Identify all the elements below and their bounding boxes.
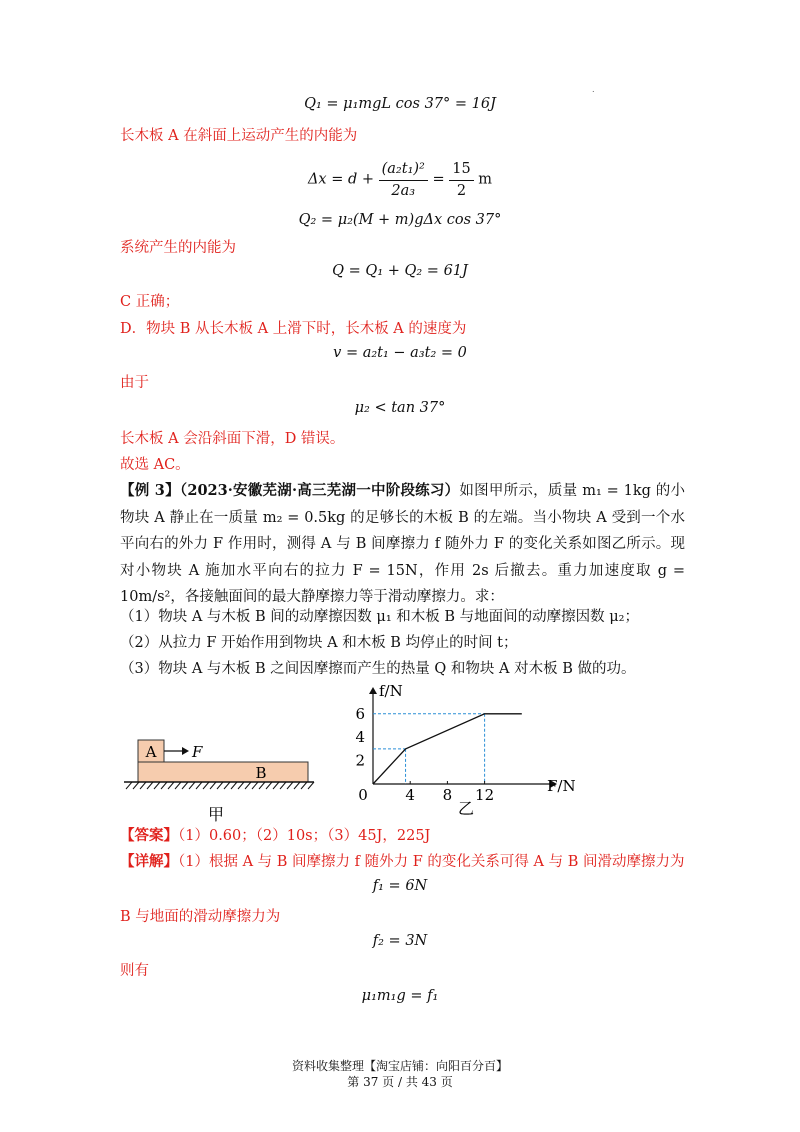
hatch-mark: [301, 782, 307, 789]
y-tick-label-1: 4: [355, 728, 365, 747]
text-choose: 故选 AC。: [120, 457, 190, 473]
question-2: （2）从拉力 F 开始作用到物块 A 和木板 B 均停止的时间 t；: [120, 635, 518, 651]
equation-f2: f₂ = 3N: [372, 933, 428, 949]
hatch-mark: [133, 782, 139, 789]
x-tick-label-2: 8: [442, 786, 453, 804]
hatch-mark: [154, 782, 160, 789]
equation-v: v = a₂t₁ − a₃t₂ = 0: [333, 345, 467, 361]
answer-line: [120, 826, 430, 846]
equation-mu1: μ₁m₁g = f₁: [361, 988, 439, 1004]
figure-a-caption: 甲: [207, 805, 225, 824]
hatch-mark: [231, 782, 237, 789]
y-tick-label-0: 2: [355, 751, 365, 770]
text-c-correct: C 正确；: [120, 294, 180, 310]
hatch-mark: [308, 782, 314, 789]
axis-ticks: [355, 705, 494, 804]
eq-dx-num: (a₂t₁)²: [379, 158, 428, 181]
hatch-mark: [259, 782, 265, 789]
detail-line: [120, 852, 684, 872]
y-axis-arrow: [369, 687, 377, 694]
hatch-mark: [140, 782, 146, 789]
hatch-mark: [203, 782, 209, 789]
block-a-label: A: [145, 743, 157, 761]
chart-caption: 乙: [457, 799, 475, 818]
text-d: D．物块 B 从长木板 A 上滑下时，长木板 A 的速度为: [120, 321, 467, 337]
text-then: 则有: [120, 963, 149, 979]
eq-dx-num2: 15: [449, 158, 473, 181]
eq-dx-den2: 2: [456, 183, 467, 199]
detail-tag: 【详解】: [120, 853, 178, 870]
y-axis-label: f/N: [379, 682, 403, 700]
hatch-mark: [161, 782, 167, 789]
hatch-mark: [217, 782, 223, 789]
hatch-mark: [175, 782, 181, 789]
hatch-mark: [273, 782, 279, 789]
equation-delta-x: [0, 158, 800, 201]
text-b-ground: B 与地面的滑动摩擦力为: [120, 909, 281, 925]
text-system-heat: 系统产生的内能为: [120, 240, 236, 256]
hatch-mark: [287, 782, 293, 789]
eq-dx-fraction: [379, 158, 428, 201]
hatch-mark: [196, 782, 202, 789]
text-a-heat: 长木板 A 在斜面上运动产生的内能为: [120, 128, 358, 144]
hatch-mark: [238, 782, 244, 789]
eq-dx-left: Δx = d +: [307, 171, 379, 188]
hatch-mark: [182, 782, 188, 789]
question-1: （1）物块 A 与木板 B 间的动摩擦因数 μ₁ 和木板 B 与地面间的动摩擦因数 μ₂；: [120, 609, 639, 625]
example-problem: [120, 478, 685, 611]
figure-block-board: [118, 728, 318, 828]
equation-q: Q = Q₁ + Q₂ = 61J: [332, 263, 468, 279]
hatch-mark: [147, 782, 153, 789]
board-b-label: B: [255, 764, 267, 782]
x-axis-label: F/N: [547, 777, 576, 795]
footer-page: 第 37 页 / 共 43 页: [347, 1075, 453, 1089]
question-3: （3）物块 A 与木板 B 之间因摩擦而产生的热量 Q 和物块 A 对木板 B 做的功。: [120, 661, 636, 677]
eq-dx-right: m: [473, 171, 493, 188]
answer-tag: 【答案】: [120, 827, 178, 844]
chart-f-vs-F: [345, 680, 595, 820]
text-since: 由于: [120, 375, 149, 391]
eq-dx-den: 2a₃: [391, 183, 416, 199]
equation-f1: f₁ = 6N: [372, 878, 428, 894]
hatch-mark: [189, 782, 195, 789]
x-tick-label-1: 4: [405, 786, 415, 804]
eq-dx-mid: =: [427, 171, 450, 188]
hatch-mark: [224, 782, 230, 789]
hatch-mark: [168, 782, 174, 789]
example-tag: 【例 3】: [120, 482, 180, 499]
hatch-mark: [252, 782, 258, 789]
example-body: 如图甲所示，质量 m₁ = 1kg 的小物块 A 静止在一质量 m₂ = 0.5kg 的足够长的木板 B 的左端。当小物块 A 受到一个水平向右的外力 F 作用时，测得 A 与 B 间摩擦力 f 随外力 F 的变化关系如图乙所示。现对小物块 A 施加水平向右的拉力 F = 15N，作用 2s 后撤去。重力加速度取 g = 10m/s²，各接触面间的最大静摩擦力等于滑动摩擦力。求：: [120, 483, 686, 605]
equation-mu: μ₂ < tan 37°: [354, 400, 446, 416]
detail-text: （1）根据 A 与 B 间摩擦力 f 随外力 F 的变化关系可得 A 与 B 间滑动摩擦力为: [178, 854, 685, 870]
equation-q2: Q₂ = μ₂(M + m)gΔx cos 37°: [298, 212, 502, 228]
hatch-mark: [126, 782, 132, 789]
footer-source: 资料收集整理【淘宝店铺：向阳百分百】: [291, 1059, 508, 1073]
stray-dot: .: [592, 85, 595, 94]
x-tick-label-3: 12: [475, 786, 495, 804]
hatch-mark: [210, 782, 216, 789]
text-slide: 长木板 A 会沿斜面下滑，D 错误。: [120, 431, 345, 447]
answer-text: （1）0.60；（2）10s；（3）45J，225J: [178, 828, 431, 844]
hatch-mark: [294, 782, 300, 789]
ground-hatching: [126, 782, 314, 789]
hatch-mark: [266, 782, 272, 789]
hatch-mark: [280, 782, 286, 789]
force-arrow-head: [182, 747, 189, 755]
example-source: （2023·安徽芜湖·高三芜湖一中阶段练习）: [179, 482, 460, 499]
eq-dx-fraction2: [449, 158, 473, 201]
force-label: F: [192, 743, 203, 761]
y-tick-label-2: 6: [355, 704, 365, 723]
dashed-guides: [373, 714, 485, 784]
equation-q1: Q₁ = μ₁mgL cos 37° = 16J: [304, 96, 496, 112]
x-tick-label-0: 0: [358, 786, 368, 804]
board-b: [138, 762, 308, 782]
hatch-mark: [245, 782, 251, 789]
